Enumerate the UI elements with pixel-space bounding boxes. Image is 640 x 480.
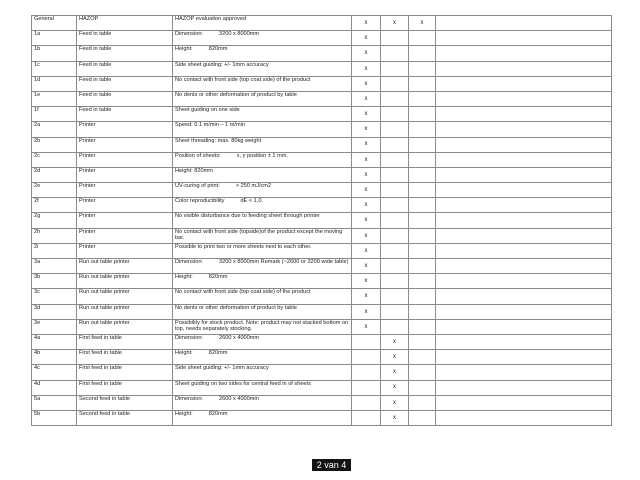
- check-mark-cell: x: [352, 304, 381, 319]
- row-id-cell: 2d: [32, 167, 77, 182]
- remarks-cell: [436, 167, 612, 182]
- requirement-text: Side sheet guiding: +/- 1mm accuracy: [175, 365, 269, 372]
- row-id-cell: 2i: [32, 243, 77, 258]
- requirement-cell: [173, 274, 352, 289]
- remarks-cell: [436, 259, 612, 274]
- check-mark-cell: [409, 167, 436, 182]
- row-id-cell: 1b: [32, 46, 77, 61]
- check-mark-cell: x: [352, 213, 381, 228]
- table-row: [32, 289, 612, 304]
- row-id-cell: 4b: [32, 350, 77, 365]
- check-mark-cell: [352, 334, 381, 349]
- row-id-cell: 1f: [32, 107, 77, 122]
- requirement-cell: [173, 334, 352, 349]
- remarks-cell: [436, 61, 612, 76]
- check-mark-cell: x: [381, 365, 409, 380]
- section-cell: Feed in table: [77, 31, 173, 46]
- check-mark-cell: x: [352, 122, 381, 137]
- row-id-cell: 5a: [32, 395, 77, 410]
- check-mark-cell: [409, 350, 436, 365]
- check-mark-cell: x: [352, 319, 381, 334]
- table-row: [32, 16, 612, 31]
- remarks-cell: [436, 91, 612, 106]
- requirement-cell: [173, 183, 352, 198]
- check-mark-cell: [409, 243, 436, 258]
- table-row: [32, 380, 612, 395]
- requirement-text: No visible disturbance due to feeding sheet through printer: [175, 213, 320, 220]
- remarks-cell: [436, 350, 612, 365]
- check-mark-cell: [381, 213, 409, 228]
- check-mark-cell: x: [352, 46, 381, 61]
- section-cell: Second feed in table: [77, 395, 173, 410]
- section-cell: Printer: [77, 167, 173, 182]
- check-mark-cell: [381, 228, 409, 243]
- check-mark-cell: [381, 46, 409, 61]
- requirement-text: Sheet threading: max. 80kg weight: [175, 137, 262, 144]
- check-mark-cell: x: [352, 107, 381, 122]
- check-mark-cell: [409, 61, 436, 76]
- requirement-text: No contact with front side (top coat side) of the product: [175, 289, 311, 296]
- row-id-cell: 1d: [32, 76, 77, 91]
- requirement-value: 820mm: [208, 410, 228, 417]
- row-id-cell: 2c: [32, 152, 77, 167]
- check-mark-cell: [409, 228, 436, 243]
- requirement-cell: [173, 152, 352, 167]
- remarks-cell: [436, 334, 612, 349]
- remarks-cell: [436, 380, 612, 395]
- requirement-cell: [173, 76, 352, 91]
- requirement-text: Height:: [175, 274, 193, 281]
- check-mark-cell: [409, 380, 436, 395]
- section-cell: HAZOP: [77, 16, 173, 31]
- remarks-cell: [436, 304, 612, 319]
- requirement-cell: [173, 213, 352, 228]
- section-cell: Feed in table: [77, 46, 173, 61]
- check-mark-cell: x: [352, 259, 381, 274]
- check-mark-cell: [381, 31, 409, 46]
- requirement-text: No dents or other deformation of product by table: [175, 91, 297, 98]
- row-id-cell: General: [32, 16, 77, 31]
- requirement-text: Speed: 0.1 m/min – 1 m/min: [175, 122, 245, 129]
- check-mark-cell: [409, 107, 436, 122]
- table-row: [32, 107, 612, 122]
- table-row: [32, 395, 612, 410]
- section-cell: First feed in table: [77, 365, 173, 380]
- check-mark-cell: [381, 274, 409, 289]
- remarks-cell: [436, 76, 612, 91]
- check-mark-cell: [409, 319, 436, 334]
- requirement-cell: [173, 167, 352, 182]
- requirement-text: Sheet guiding on one side: [175, 107, 240, 114]
- requirement-cell: [173, 228, 352, 243]
- remarks-cell: [436, 410, 612, 425]
- remarks-cell: [436, 107, 612, 122]
- check-mark-cell: [409, 183, 436, 198]
- check-mark-cell: [409, 198, 436, 213]
- remarks-cell: [436, 395, 612, 410]
- remarks-cell: [436, 228, 612, 243]
- remarks-cell: [436, 183, 612, 198]
- section-cell: First feed in table: [77, 380, 173, 395]
- requirement-value: 3200 x 8000mm Remark (~2600 or 3200 wide table): [218, 259, 349, 265]
- check-mark-cell: [381, 137, 409, 152]
- remarks-cell: [436, 16, 612, 31]
- requirement-text: Height:: [175, 46, 193, 53]
- requirement-text: Height:: [175, 350, 193, 357]
- row-id-cell: 3d: [32, 304, 77, 319]
- table-row: [32, 350, 612, 365]
- table-row: [32, 31, 612, 46]
- requirement-cell: [173, 16, 352, 31]
- table-row: [32, 76, 612, 91]
- table-row: [32, 122, 612, 137]
- table-body: [32, 16, 612, 426]
- check-mark-cell: [381, 198, 409, 213]
- row-id-cell: 2f: [32, 198, 77, 213]
- requirement-text: Position of sheets:: [175, 152, 221, 159]
- requirement-cell: [173, 319, 352, 334]
- section-cell: Printer: [77, 198, 173, 213]
- check-mark-cell: [381, 319, 409, 334]
- remarks-cell: [436, 289, 612, 304]
- remarks-cell: [436, 365, 612, 380]
- row-id-cell: 1c: [32, 61, 77, 76]
- check-mark-cell: x: [352, 31, 381, 46]
- section-cell: Run out table printer: [77, 289, 173, 304]
- check-mark-cell: x: [381, 380, 409, 395]
- check-mark-cell: [352, 365, 381, 380]
- check-mark-cell: [352, 395, 381, 410]
- remarks-cell: [436, 122, 612, 137]
- remarks-cell: [436, 137, 612, 152]
- check-mark-cell: [409, 31, 436, 46]
- remarks-cell: [436, 31, 612, 46]
- check-mark-cell: [381, 91, 409, 106]
- check-mark-cell: [409, 365, 436, 380]
- check-mark-cell: [381, 183, 409, 198]
- check-mark-cell: x: [381, 395, 409, 410]
- requirements-table: [31, 15, 612, 426]
- check-mark-cell: x: [352, 76, 381, 91]
- remarks-cell: [436, 243, 612, 258]
- table-row: [32, 259, 612, 274]
- check-mark-cell: [409, 137, 436, 152]
- section-cell: Printer: [77, 152, 173, 167]
- section-cell: Feed in table: [77, 76, 173, 91]
- remarks-cell: [436, 319, 612, 334]
- row-id-cell: 2b: [32, 137, 77, 152]
- table-row: [32, 183, 612, 198]
- check-mark-cell: [409, 334, 436, 349]
- table-row: [32, 365, 612, 380]
- row-id-cell: 1e: [32, 91, 77, 106]
- requirement-text: No contact with front side (top coat side) of the product: [175, 76, 311, 83]
- requirement-cell: [173, 410, 352, 425]
- check-mark-cell: x: [381, 410, 409, 425]
- section-cell: Printer: [77, 228, 173, 243]
- check-mark-cell: [352, 410, 381, 425]
- requirement-text: Possible to print two or more sheets next to each other.: [175, 243, 312, 250]
- row-id-cell: 2h: [32, 228, 77, 243]
- requirement-value: dE < 1,0.: [240, 198, 263, 205]
- requirement-text: Side sheet guiding: +/- 1mm accuracy: [175, 61, 269, 68]
- check-mark-cell: x: [352, 183, 381, 198]
- section-cell: Run out table printer: [77, 274, 173, 289]
- check-mark-cell: [409, 213, 436, 228]
- requirement-cell: [173, 395, 352, 410]
- requirement-cell: [173, 31, 352, 46]
- requirement-cell: [173, 304, 352, 319]
- check-mark-cell: [381, 61, 409, 76]
- row-id-cell: 4c: [32, 365, 77, 380]
- section-cell: Feed in table: [77, 91, 173, 106]
- table-row: [32, 46, 612, 61]
- row-id-cell: 1a: [32, 31, 77, 46]
- requirement-value: x, y position ± 1 mm.: [236, 152, 288, 159]
- row-id-cell: 3b: [32, 274, 77, 289]
- check-mark-cell: [409, 76, 436, 91]
- requirement-text: No dents or other deformation of product by table: [175, 304, 297, 311]
- section-cell: Run out table printer: [77, 304, 173, 319]
- requirement-text: Dimension:: [175, 31, 203, 38]
- table-row: [32, 167, 612, 182]
- requirement-cell: [173, 61, 352, 76]
- check-mark-cell: [409, 122, 436, 137]
- check-mark-cell: [352, 350, 381, 365]
- row-id-cell: 2a: [32, 122, 77, 137]
- check-mark-cell: [381, 122, 409, 137]
- table-row: [32, 91, 612, 106]
- section-cell: Printer: [77, 243, 173, 258]
- row-id-cell: 3e: [32, 319, 77, 334]
- remarks-cell: [436, 213, 612, 228]
- section-cell: Feed in table: [77, 61, 173, 76]
- row-id-cell: 3c: [32, 289, 77, 304]
- remarks-cell: [436, 152, 612, 167]
- requirement-cell: [173, 365, 352, 380]
- check-mark-cell: [409, 395, 436, 410]
- requirement-text: Dimension:: [175, 395, 203, 402]
- requirement-cell: [173, 350, 352, 365]
- check-mark-cell: x: [352, 137, 381, 152]
- check-mark-cell: [381, 107, 409, 122]
- check-mark-cell: x: [381, 16, 409, 31]
- requirement-value: 2600 x 4000mm: [218, 395, 260, 402]
- requirement-text: Possibility for stock product. Note: product may not stacked bottom on top, needs separately stocking.: [175, 319, 349, 332]
- requirement-text: Dimension:: [175, 334, 203, 341]
- requirement-text: Color reproducibility: [175, 198, 225, 205]
- check-mark-cell: [352, 380, 381, 395]
- requirement-text: No contact with front side (topside)of the product except the moving bar.: [175, 228, 343, 241]
- section-cell: Printer: [77, 213, 173, 228]
- section-cell: Feed in table: [77, 107, 173, 122]
- requirement-cell: [173, 137, 352, 152]
- requirement-cell: [173, 380, 352, 395]
- check-mark-cell: [409, 46, 436, 61]
- page-number-label: 2 van 4: [312, 459, 351, 471]
- check-mark-cell: [409, 274, 436, 289]
- section-cell: First feed in table: [77, 350, 173, 365]
- check-mark-cell: x: [352, 228, 381, 243]
- check-mark-cell: x: [352, 91, 381, 106]
- section-cell: Run out table printer: [77, 319, 173, 334]
- row-id-cell: 5b: [32, 410, 77, 425]
- table-row: [32, 274, 612, 289]
- table-row: [32, 61, 612, 76]
- row-id-cell: 2g: [32, 213, 77, 228]
- check-mark-cell: x: [352, 243, 381, 258]
- check-mark-cell: x: [352, 61, 381, 76]
- requirement-value: 820mm: [208, 274, 228, 281]
- remarks-cell: [436, 274, 612, 289]
- check-mark-cell: x: [409, 16, 436, 31]
- section-cell: Printer: [77, 137, 173, 152]
- check-mark-cell: [409, 410, 436, 425]
- check-mark-cell: [409, 304, 436, 319]
- requirement-cell: [173, 122, 352, 137]
- remarks-cell: [436, 46, 612, 61]
- requirement-text: Sheet guiding on two sides for central feed in of sheets: [175, 380, 311, 387]
- check-mark-cell: [381, 167, 409, 182]
- row-id-cell: 2e: [32, 183, 77, 198]
- check-mark-cell: x: [352, 198, 381, 213]
- requirement-value: 3200 x 8000mm: [218, 31, 260, 38]
- section-cell: Second feed in table: [77, 410, 173, 425]
- table-row: [32, 152, 612, 167]
- requirement-cell: [173, 107, 352, 122]
- row-id-cell: 4a: [32, 334, 77, 349]
- check-mark-cell: [381, 289, 409, 304]
- requirement-text: Dimension:: [175, 259, 203, 265]
- check-mark-cell: x: [352, 274, 381, 289]
- requirement-value: 820mm: [208, 350, 228, 357]
- section-cell: Printer: [77, 183, 173, 198]
- requirement-cell: [173, 46, 352, 61]
- check-mark-cell: [381, 243, 409, 258]
- check-mark-cell: x: [352, 16, 381, 31]
- remarks-cell: [436, 198, 612, 213]
- requirement-cell: [173, 259, 352, 274]
- requirement-cell: [173, 289, 352, 304]
- row-id-cell: 4d: [32, 380, 77, 395]
- requirement-text: Height: 820mm: [175, 167, 213, 174]
- check-mark-cell: [409, 289, 436, 304]
- requirement-cell: [173, 243, 352, 258]
- check-mark-cell: [409, 91, 436, 106]
- check-mark-cell: x: [381, 350, 409, 365]
- check-mark-cell: x: [352, 289, 381, 304]
- table-row: [32, 319, 612, 334]
- section-cell: First feed in table: [77, 334, 173, 349]
- section-cell: Printer: [77, 122, 173, 137]
- table-row: [32, 213, 612, 228]
- requirement-value: > 250 mJ/cm2: [235, 183, 272, 190]
- check-mark-cell: [409, 152, 436, 167]
- check-mark-cell: [381, 152, 409, 167]
- requirement-text: Height:: [175, 410, 193, 417]
- table-row: [32, 137, 612, 152]
- requirement-text: HAZOP evaluation approved: [175, 16, 247, 22]
- table-row: [32, 243, 612, 258]
- table-row: [32, 198, 612, 213]
- check-mark-cell: x: [352, 152, 381, 167]
- requirement-cell: [173, 91, 352, 106]
- check-mark-cell: x: [381, 334, 409, 349]
- requirement-value: 820mm: [208, 46, 228, 53]
- table-row: [32, 228, 612, 243]
- check-mark-cell: [381, 304, 409, 319]
- requirement-cell: [173, 198, 352, 213]
- table-row: [32, 304, 612, 319]
- check-mark-cell: [381, 76, 409, 91]
- check-mark-cell: [409, 259, 436, 274]
- check-mark-cell: [381, 259, 409, 274]
- requirement-text: UV-curing of print:: [175, 183, 220, 190]
- row-id-cell: 3a: [32, 259, 77, 274]
- table-row: [32, 334, 612, 349]
- section-cell: Run out table printer: [77, 259, 173, 274]
- requirement-value: 2600 x 4000mm: [218, 334, 260, 341]
- table-row: [32, 410, 612, 425]
- check-mark-cell: x: [352, 167, 381, 182]
